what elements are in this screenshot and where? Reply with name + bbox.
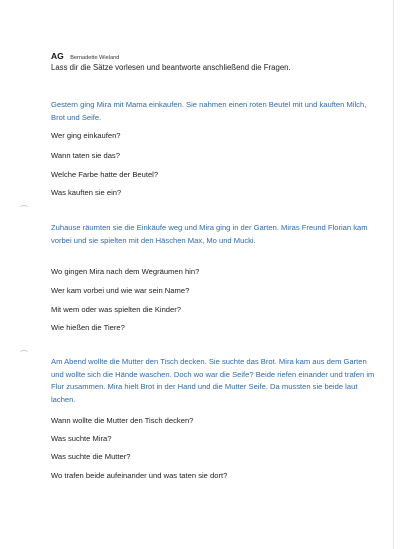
margin-mark (20, 205, 28, 210)
question-2-3: Mit wem oder was spielten die Kinder? (51, 305, 181, 314)
question-1-1: Wer ging einkaufen? (51, 131, 121, 140)
author-name: Bernadette Wieland (70, 55, 120, 61)
page-edge (393, 0, 394, 549)
story-paragraph-1: Gestern ging Mira mit Mama einkaufen. Sie nahmen einen roten Beutel mit und kauften Milch, Brot und Seife. (51, 100, 367, 122)
question-1-3: Welche Farbe hatte der Beutel? (51, 170, 159, 179)
header (51, 46, 119, 64)
author-initials: AG (51, 51, 64, 61)
instruction-text: Lass dir die Sätze vorlesen und beantworte anschließend die Fragen. (51, 63, 291, 72)
question-1-2: Wann taten sie das? (51, 151, 120, 160)
story-paragraph-2: Zuhause räumten sie die Einkäufe weg und Mira ging in der Garten. Miras Freund Florian kam vorbei und sie spielten mit den Häschen Max, Mo und Mucki. (51, 223, 368, 245)
question-3-1: Wann wollte die Mutter den Tisch decken? (51, 416, 194, 425)
question-2-2: Wer kam vorbei und wie war sein Name? (51, 286, 190, 295)
question-3-3: Was suchte die Mutter? (51, 452, 131, 461)
question-1-4: Was kauften sie ein? (51, 188, 122, 197)
margin-mark (20, 350, 28, 355)
question-3-2: Was suchte Mira? (51, 434, 112, 443)
question-3-4: Wo trafen beide aufeinander und was taten sie dort? (51, 471, 228, 480)
story-paragraph-3: Am Abend wollte die Mutter den Tisch decken. Sie suchte das Brot. Mira kam aus dem Garten und wollte sich die Hände waschen. Doch wo war die Seife? Beide riefen einander und trafen im Flur zusammen. Mira hielt Brot in der Hand und die Mutter Seife. Da mussten sie beide laut lachen. (51, 357, 375, 404)
question-2-1: Wo gingen Mira nach dem Wegräumen hin? (51, 267, 200, 276)
question-2-4: Wie hießen die Tiere? (51, 323, 125, 332)
